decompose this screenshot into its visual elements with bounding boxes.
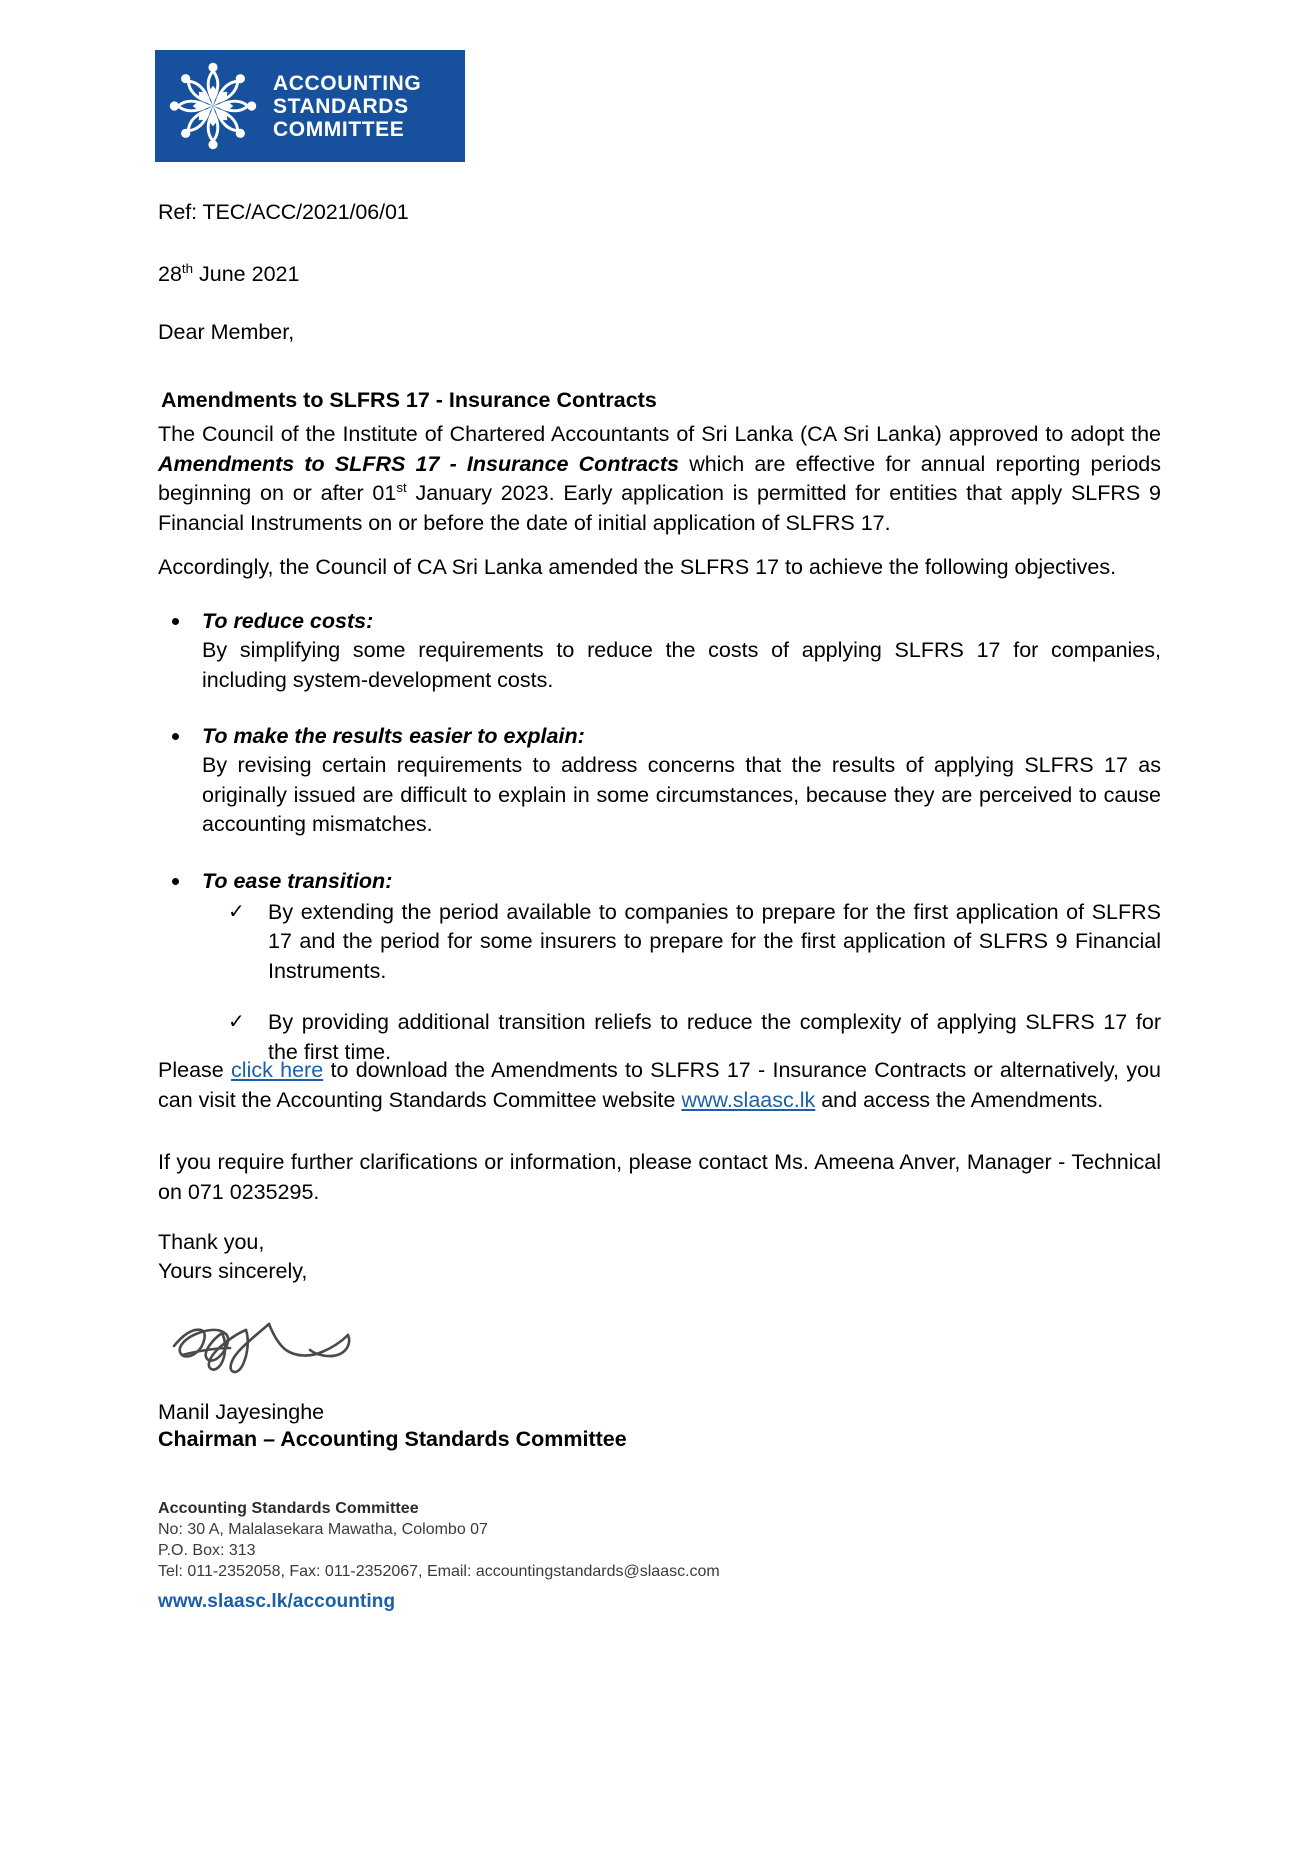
objective-body: By simplifying some requirements to reduce the costs of applying SLFRS 17 for companies, including system-development costs. bbox=[202, 638, 1161, 692]
signatory-title: Chairman – Accounting Standards Committee bbox=[158, 1427, 627, 1451]
intro-part-c: January 2023. Early application is permitted for entities that apply SLFRS 9 Financial Instruments on or before the date of initial application of SLFRS 17. bbox=[158, 481, 1161, 535]
sub-list-item-text: By providing additional transition reliefs to reduce the complexity of applying SLFRS 17 for the first time. bbox=[268, 1010, 1161, 1064]
footer-organisation: Accounting Standards Committee bbox=[158, 1500, 419, 1517]
sub-list-item bbox=[202, 898, 1161, 987]
bullet-dot-icon bbox=[172, 878, 179, 885]
signatory-name: Manil Jayesinghe bbox=[158, 1400, 325, 1424]
footer-contact: Tel: 011-2352058, Fax: 011-2352067, Email: accountingstandards@slaasc.com bbox=[158, 1563, 720, 1580]
objective-title: To reduce costs: bbox=[202, 609, 374, 633]
closing-thank-you: Thank you, bbox=[158, 1230, 265, 1254]
date-day: 28 bbox=[158, 262, 182, 286]
objectives-lead-paragraph: Accordingly, the Council of CA Sri Lanka amended the SLFRS 17 to achieve the following objectives. bbox=[158, 555, 1117, 579]
objective-title: To ease transition: bbox=[202, 868, 393, 893]
download-part-c: and access the Amendments. bbox=[815, 1087, 1104, 1112]
checkmark-icon: ✓ bbox=[228, 1011, 245, 1033]
objective-item-reduce-costs bbox=[158, 607, 1161, 695]
handwritten-signature bbox=[168, 1300, 448, 1390]
bullet-dot-icon bbox=[172, 618, 179, 625]
logo-line-2: STANDARDS bbox=[273, 94, 409, 118]
intro-ordinal: st bbox=[396, 479, 407, 495]
download-part-b: to download the Amendments to SLFRS 17 - Insurance Contracts or alternatively, you can visit the Accounting Standards Committee website bbox=[158, 1058, 1161, 1112]
objective-item-easier-to-explain bbox=[158, 722, 1161, 840]
date-ordinal: th bbox=[181, 260, 194, 276]
objective-body: By revising certain requirements to address concerns that the results of applying SLFRS 17 as originally issued are difficult to explain in some circumstances, because they are perceived to cause accounting mismatches. bbox=[202, 753, 1161, 836]
letter-date bbox=[158, 262, 299, 287]
intro-part-a: The Council of the Institute of Chartered Accountants of Sri Lanka (CA Sri Lanka) approved to adopt the bbox=[158, 422, 1161, 446]
download-paragraph bbox=[158, 1056, 1161, 1115]
intro-part-b: which are effective for annual reporting periods beginning on or after 01 bbox=[158, 451, 1161, 505]
website-link[interactable]: www.slaasc.lk bbox=[681, 1087, 816, 1112]
date-rest: June 2021 bbox=[193, 262, 300, 286]
objective-title: To make the results easier to explain: bbox=[202, 724, 585, 748]
footer-block bbox=[158, 1498, 858, 1613]
organisation-logo bbox=[155, 50, 465, 162]
sub-list-item-text: By extending the period available to companies to prepare for the first application of SLFRS 17 and the period for some insurers to prepare for the first application of SLFRS 9 Financial Instruments. bbox=[268, 899, 1161, 983]
closing-block bbox=[158, 1228, 1161, 1286]
logo-wordmark bbox=[273, 72, 421, 141]
flower-mandala-logo-icon bbox=[167, 60, 259, 152]
objective-item-ease-transition bbox=[158, 867, 1161, 1068]
intro-paragraph bbox=[158, 420, 1161, 538]
footer-website-link[interactable]: www.slaasc.lk/accounting bbox=[158, 1591, 396, 1612]
bullet-dot-icon bbox=[172, 733, 179, 740]
footer-address: No: 30 A, Malalasekara Mawatha, Colombo 07 bbox=[158, 1521, 488, 1538]
click-here-link[interactable]: click here bbox=[231, 1058, 324, 1082]
subject-heading: Amendments to SLFRS 17 - Insurance Contracts bbox=[161, 388, 657, 412]
intro-emphasis: Amendments to SLFRS 17 - Insurance Contracts bbox=[158, 451, 680, 476]
contact-paragraph: If you require further clarifications or information, please contact Ms. Ameena Anver, Manager - Technical on 071 0235295. bbox=[158, 1150, 1161, 1204]
checkmark-icon: ✓ bbox=[228, 900, 245, 923]
objective-sub-list bbox=[202, 898, 1161, 1068]
reference-number: Ref: TEC/ACC/2021/06/01 bbox=[158, 200, 409, 224]
download-part-a: Please bbox=[158, 1058, 232, 1082]
footer-po-box: P.O. Box: 313 bbox=[158, 1542, 256, 1559]
closing-yours-sincerely: Yours sincerely, bbox=[158, 1259, 308, 1283]
objectives-list bbox=[158, 607, 1161, 1094]
salutation: Dear Member, bbox=[158, 320, 295, 344]
logo-line-1: ACCOUNTING bbox=[273, 71, 422, 95]
logo-line-3: COMMITTEE bbox=[273, 117, 405, 141]
